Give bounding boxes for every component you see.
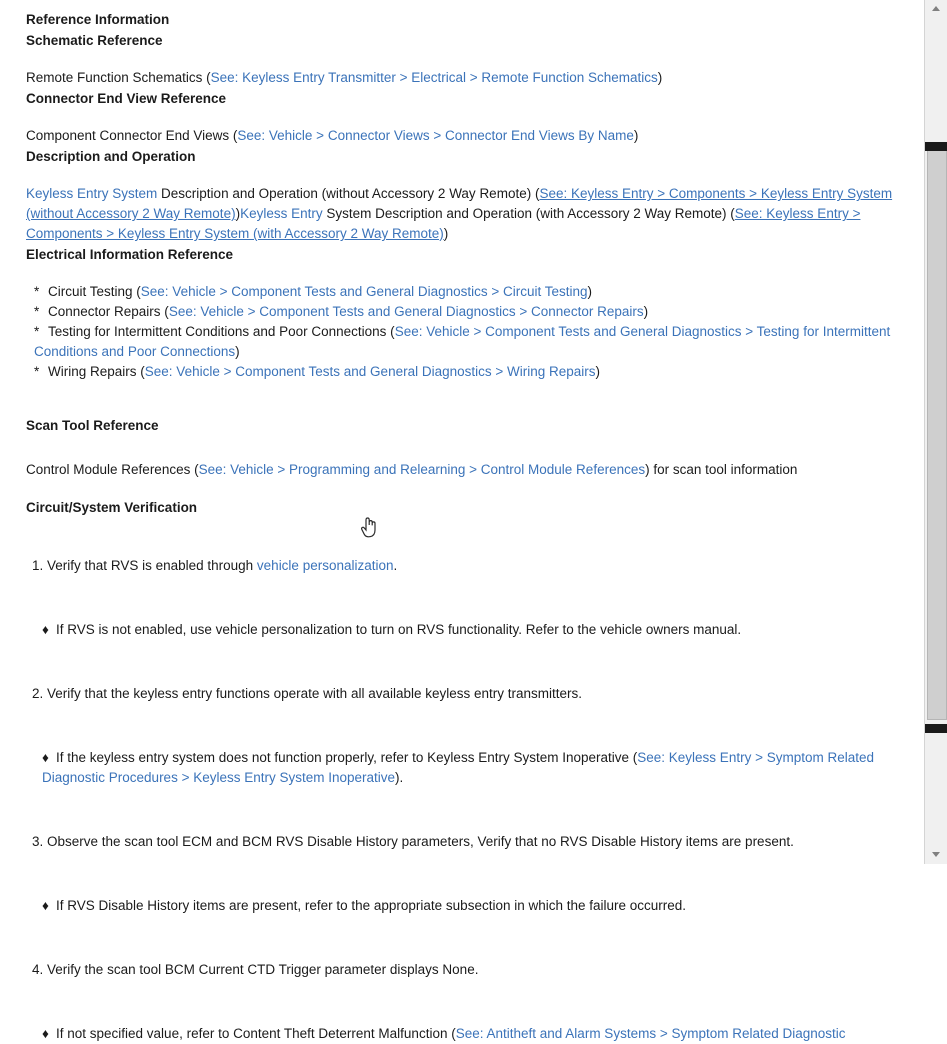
star-bullet-icon: * [34, 304, 40, 319]
paragraph-connector-end-views [26, 126, 899, 146]
scroll-down-button[interactable] [925, 846, 947, 864]
list-item [26, 362, 899, 382]
step-3-number: 3. [32, 833, 44, 849]
electrical-1-before: Circuit Testing ( [48, 284, 141, 299]
schematic-text-before: Remote Function Schematics ( [26, 70, 211, 85]
scroll-down-arrow-icon [932, 852, 940, 857]
heading-connector-end-view-reference: Connector End View Reference [26, 91, 227, 106]
heading-scan-tool-reference: Scan Tool Reference [26, 418, 159, 433]
desc-text-3: System Description and Operation (with Accessory 2 Way Remote) ( [322, 206, 735, 221]
link-testing-intermittent-conditions[interactable]: See: Vehicle > Component Tests and General Diagnostics > Testing for Intermittent Conditions and Poor Connections [34, 324, 891, 359]
spacer-2 [26, 109, 899, 126]
verification-step-4-sub [26, 1024, 899, 1044]
step-1-sub-text: If RVS is not enabled, use vehicle personalization to turn on RVS functionality. Refer to the vehicle owners manual. [56, 621, 742, 637]
spacer-14 [26, 929, 899, 946]
spacer-7 [26, 480, 899, 497]
spacer-6 [26, 436, 899, 460]
scan-text-before: Control Module References ( [26, 462, 199, 477]
heading-circuit-system-verification: Circuit/System Verification [26, 500, 198, 515]
scroll-marker [925, 724, 947, 733]
diamond-bullet-icon: ♦ [42, 1025, 49, 1041]
scroll-up-arrow-icon [932, 6, 940, 11]
link-keyless-entry[interactable]: Keyless Entry [240, 206, 323, 221]
scrollbar-thumb[interactable] [927, 148, 947, 720]
electrical-3-before: Testing for Intermittent Conditions and Poor Connections ( [48, 324, 395, 339]
link-keyless-entry-system-with-remote[interactable]: See: Keyless Entry > Components > Keyless Entry System (with Accessory 2 Way Remote) [26, 206, 861, 241]
spacer-8 [26, 518, 899, 542]
step-3-before: Observe the scan tool ECM and BCM RVS Disable History parameters, Verify that no RVS Disable History items are present. [47, 833, 794, 849]
spacer-12 [26, 801, 899, 818]
scroll-up-button[interactable] [925, 0, 947, 18]
verification-step-1 [26, 556, 899, 576]
spacer-5 [26, 382, 899, 406]
link-remote-function-schematics[interactable]: See: Keyless Entry Transmitter > Electrical > Remote Function Schematics [210, 70, 658, 85]
star-bullet-icon: * [34, 364, 40, 379]
spacer-13 [26, 865, 899, 882]
step-1-after: . [393, 557, 398, 573]
paragraph-description-operation [26, 184, 899, 244]
schematic-text-after: ) [657, 70, 663, 85]
electrical-4-before: Wiring Repairs ( [48, 364, 145, 379]
spacer-1 [26, 51, 899, 68]
link-connector-repairs[interactable]: See: Vehicle > Component Tests and General Diagnostics > Connector Repairs [168, 304, 644, 319]
link-connector-end-views-by-name[interactable]: See: Vehicle > Connector Views > Connector End Views By Name [237, 128, 634, 143]
link-vehicle-personalization[interactable]: vehicle personalization [256, 557, 394, 573]
list-item [26, 322, 899, 362]
diamond-bullet-icon: ♦ [42, 621, 49, 637]
verification-step-4 [26, 960, 899, 980]
list-item [26, 282, 899, 302]
heading-schematic-reference: Schematic Reference [26, 33, 163, 48]
step-1-number: 1. [32, 557, 44, 573]
step-2-before: Verify that the keyless entry functions operate with all available keyless entry transmitters. [47, 685, 583, 701]
spacer-11 [26, 717, 899, 734]
link-content-theft-deterrent-malfunction[interactable]: See: Antitheft and Alarm Systems > Symptom Related Diagnostic [455, 1025, 846, 1041]
verification-step-1-sub [26, 620, 899, 640]
vertical-scrollbar[interactable] [924, 0, 947, 864]
electrical-2-before: Connector Repairs ( [48, 304, 169, 319]
spacer-15 [26, 993, 899, 1010]
scan-text-after: ) for scan tool information [645, 462, 798, 477]
heading-description-and-operation: Description and Operation [26, 149, 196, 164]
verification-step-2 [26, 684, 899, 704]
step-2-number: 2. [32, 685, 44, 701]
spacer-5b [26, 406, 899, 415]
verification-step-3 [26, 832, 899, 852]
connector-text-before: Component Connector End Views ( [26, 128, 238, 143]
electrical-2-after: ) [643, 304, 649, 319]
star-bullet-icon: * [34, 284, 40, 299]
spacer-4 [26, 265, 899, 282]
electrical-information-list [26, 282, 899, 382]
step-1-before: Verify that RVS is enabled through [47, 557, 257, 573]
link-keyless-entry-system-without-remote[interactable]: See: Keyless Entry > Components > Keyless Entry System (without Accessory 2 Way Remote) [26, 186, 893, 221]
desc-text-1: Description and Operation (without Accessory 2 Way Remote) ( [157, 186, 540, 201]
link-control-module-references[interactable]: See: Vehicle > Programming and Relearning > Control Module References [198, 462, 646, 477]
electrical-1-after: ) [587, 284, 593, 299]
paragraph-schematic-reference [26, 68, 899, 88]
diamond-bullet-icon: ♦ [42, 749, 49, 765]
step-4-sub-text: If not specified value, refer to Content Theft Deterrent Malfunction ( [56, 1025, 456, 1041]
link-wiring-repairs[interactable]: See: Vehicle > Component Tests and General Diagnostics > Wiring Repairs [144, 364, 596, 379]
step-4-number: 4. [32, 961, 44, 977]
spacer-9 [26, 589, 899, 606]
electrical-4-after: ) [595, 364, 601, 379]
heading-electrical-information-reference: Electrical Information Reference [26, 247, 234, 262]
desc-text-2: ) [235, 206, 241, 221]
link-circuit-testing[interactable]: See: Vehicle > Component Tests and General Diagnostics > Circuit Testing [140, 284, 588, 299]
diamond-bullet-icon: ♦ [42, 897, 49, 913]
verification-step-2-sub [26, 748, 899, 788]
connector-text-after: ) [633, 128, 639, 143]
step-3-sub-text: If RVS Disable History items are present, refer to the appropriate subsection in which the failure occurred. [56, 897, 687, 913]
step-2-sub-after: ). [395, 769, 404, 785]
link-keyless-entry-system-inoperative[interactable]: See: Keyless Entry > Symptom Related Diagnostic Procedures > Keyless Entry System Inoperative [42, 749, 874, 785]
link-keyless-entry-system[interactable]: Keyless Entry System [26, 186, 158, 201]
star-bullet-icon: * [34, 324, 40, 339]
step-4-before: Verify the scan tool BCM Current CTD Trigger parameter displays None. [47, 961, 479, 977]
step-2-sub-text: If the keyless entry system does not function properly, refer to Keyless Entry System Inoperative ( [56, 749, 638, 765]
electrical-3-after: ) [235, 344, 240, 359]
spacer-10 [26, 653, 899, 670]
desc-text-4: ) [443, 226, 449, 241]
heading-reference-information: Reference Information [26, 12, 170, 27]
spacer-3 [26, 167, 899, 184]
verification-step-3-sub [26, 896, 899, 916]
spacer-top [26, 0, 899, 9]
paragraph-scan-tool-reference [26, 460, 899, 480]
list-item [26, 302, 899, 322]
scroll-marker [925, 142, 947, 151]
